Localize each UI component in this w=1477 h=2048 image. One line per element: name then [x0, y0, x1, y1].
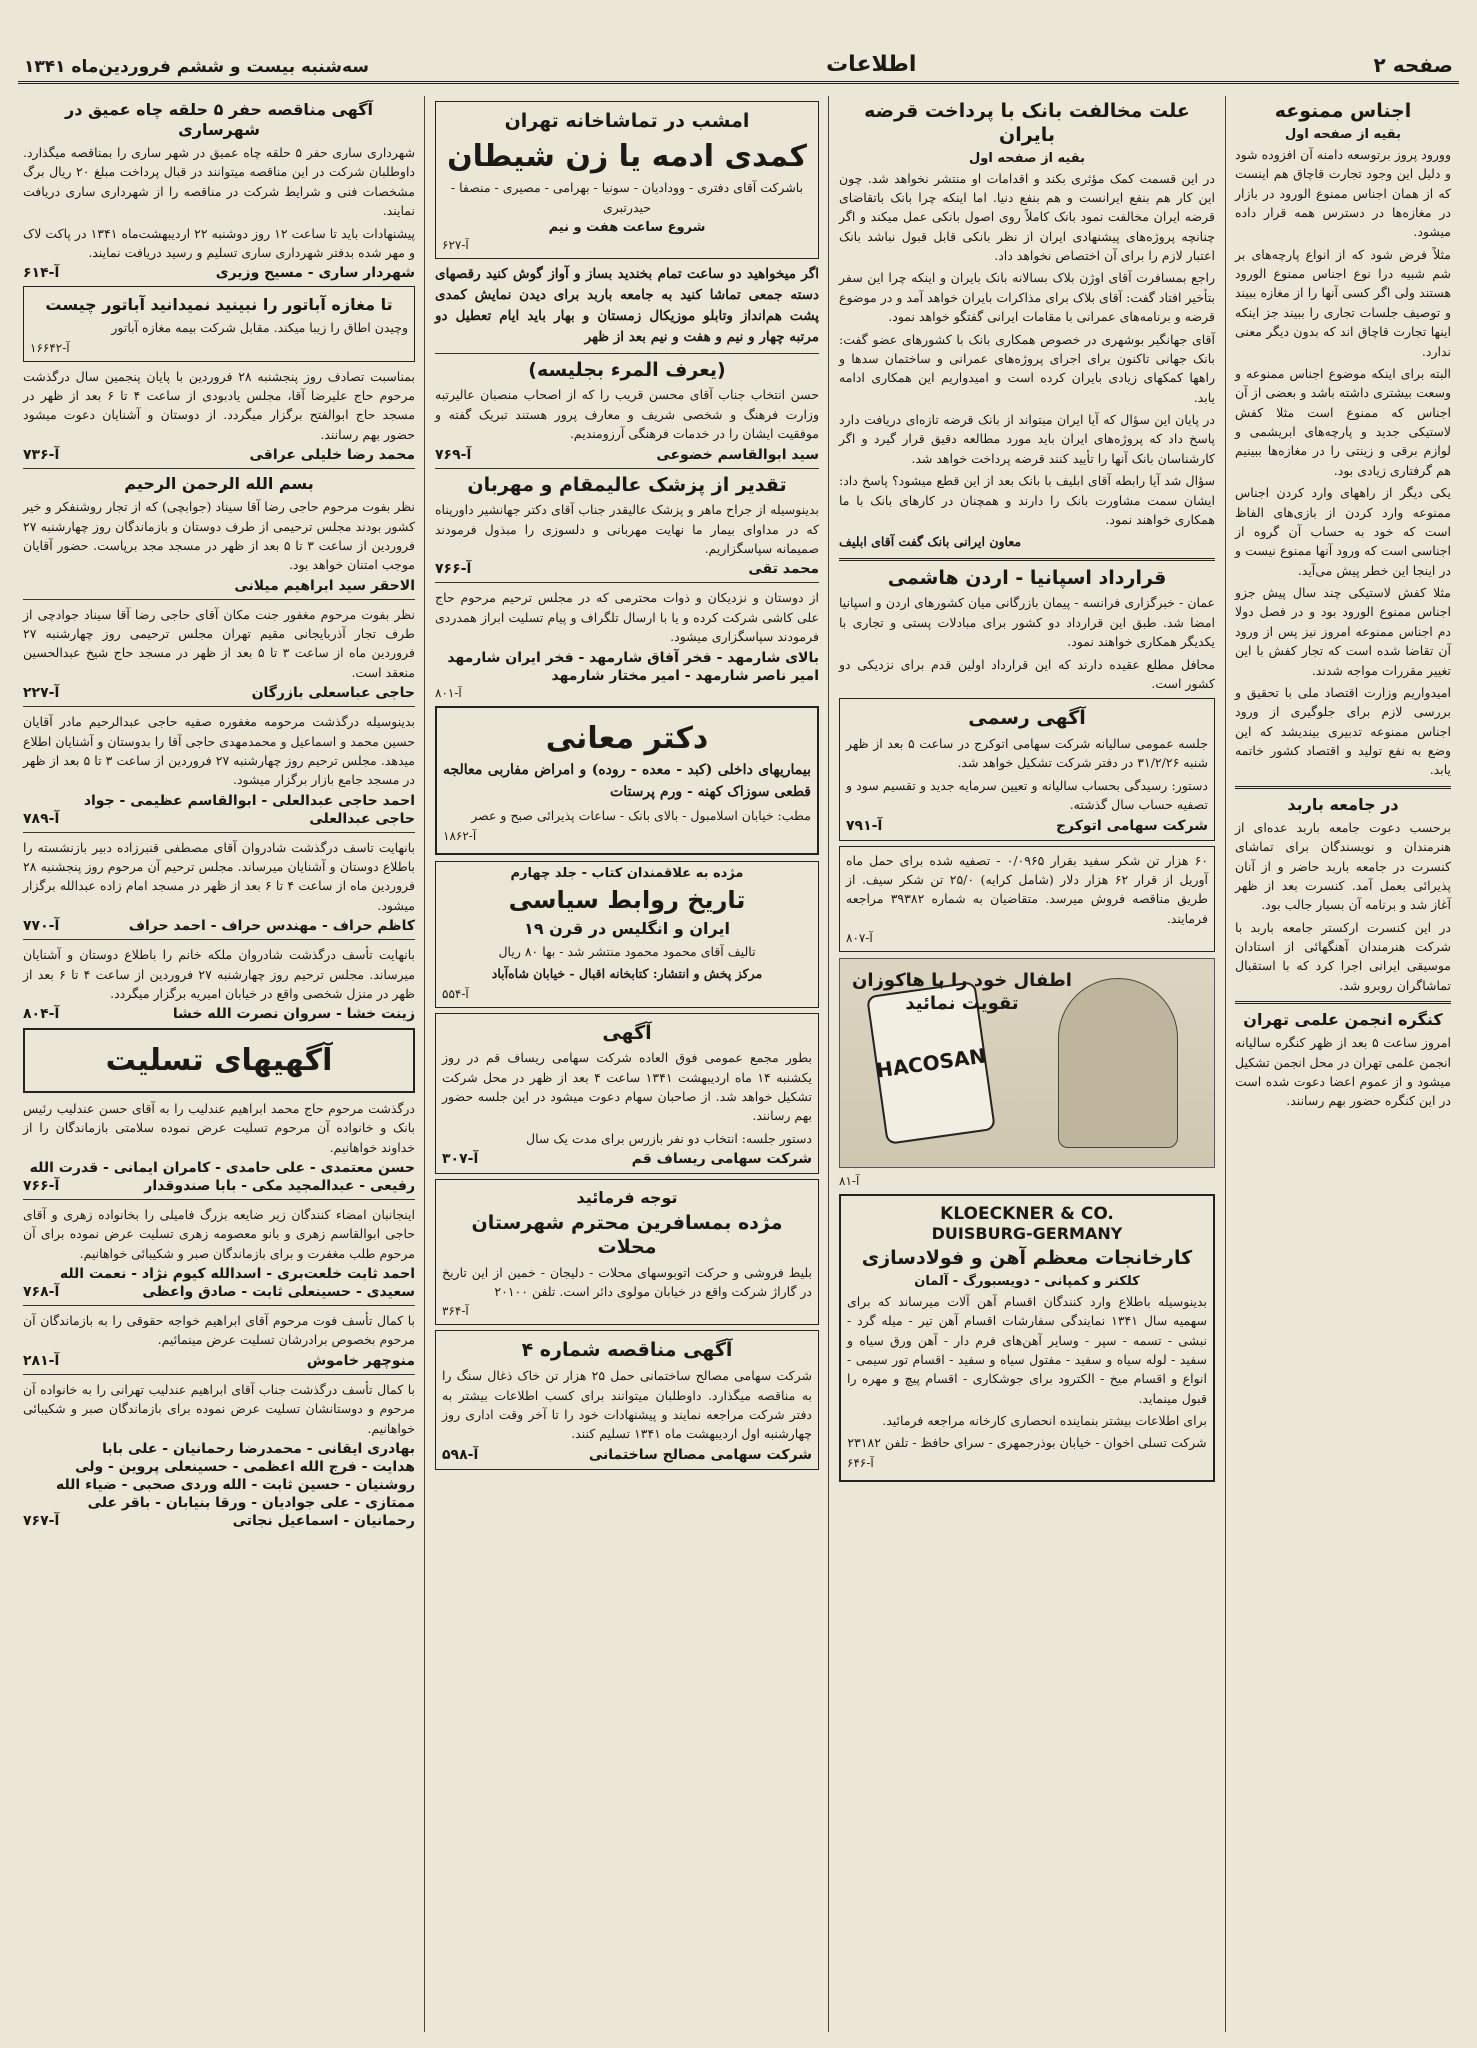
ad-code: آ-۷۶۶ — [435, 561, 472, 578]
ad-code: آ-۳۶۴ — [442, 1304, 469, 1319]
section-title: آگهیهای تسلیت — [105, 1043, 333, 1079]
ad-subtitle: مژده به علاقمندان کتاب - جلد چهارم — [510, 865, 744, 881]
ad-signature-name: سعیدی - حسینعلی ثابت - صادق واعظی — [142, 1284, 415, 1300]
ad-title: آگهی مناقصه شماره ۴ — [521, 1339, 733, 1362]
article-title: اجناس ممنوعه — [1274, 100, 1412, 122]
divider — [435, 353, 819, 354]
official-notice-ad — [839, 698, 1215, 840]
ad-signature — [23, 918, 415, 934]
article-paragraph: امروز ساعت ۵ بعد از ظهر کنگره سالیانه انجمن علمی تهران در محل انجمن تشکیل میشود و از عموم اعضا دعوت شده است در این کنگره حضور بهم رسانند. — [1234, 1035, 1451, 1109]
article-paragraph: یکی دیگر از راههای وارد کردن اجناس ممنوعه وارد کردن از بازی‌های الفاظ است که خود به حساب آن گروه از اجناسی است که ورود آنها ممنوع نیست و در اینجا این خطر پیش می‌آید. — [1235, 485, 1451, 578]
ad-signature: بالای شارمهد - فخر آفاق شارمهد - فخر ایران شارمهد — [447, 649, 819, 666]
condolence-notice: با کمال تأسف فوت مرحوم آقای ابراهیم خواجه حقوقی را به بازماندگان آن مرحوم بخصوص برادرشان تسلیت عرض مینمائیم. — [23, 1313, 415, 1348]
memorial-notice: نظر بفوت مرحوم مغفور جنت مکان آقای حاجی رضا آقا سیناد جوادچی از طرف تجار آذربایجانی مقیم تهران مجلس ترحیمی روز چهارشنبه ۲۷ فروردین ماه از ساعت ۳ تا ۵ بعد از ظهر در مسجد حاج شیخ عبدالحسین منعقد است. — [23, 606, 415, 680]
article-paragraph: آقای جهانگیر بوشهری در خصوص همکاری بانک با کشورهای عضو گفت: بانک جهانی تاکنون برای اجرای پروژه‌های عمرانی و ساختمان سدها و راهها کمکهای زیادی بایران کرده است و امیدواریم این همکاری ادامه یابد. — [839, 331, 1215, 405]
article-paragraph: بدینوسیله از جراح ماهر و پزشک عالیقدر جناب آقای دکتر جهانشیر داورپناه که در مداوای بیمار ما نهایت مهربانی و دلسوزی را مبذول فرمودند صمیمانه سپاسگزاریم. — [435, 502, 819, 557]
ad-code: آ-۱۶۶۴۲ — [30, 340, 70, 355]
divider — [23, 939, 415, 940]
condolence-notice: اینجانبان امضاء کنندگان زیر ضایعه بزرگ فامیلی را بخانواده زهری و آقای حاجی ابوالقاسم زهری و بانو معصومه زهری تسلیت عرض نموده برای آن مرحوم طلب مغفرت و برای بازماندگان صبر و شکیبائی خواهانیم. — [23, 1206, 415, 1261]
hacosan-caption: اطفال خود را با هاکوزان تقویت نمائید — [852, 970, 1072, 1015]
ad-code: آ-۷۷۰ — [23, 918, 60, 935]
ad-code: آ-۵۹۸ — [442, 1446, 479, 1463]
ad-text: مطب: خیابان اسلامبول - بالای بانک - ساعات پذیرائی صبح و عصر — [471, 808, 811, 824]
ad-signature-name: رحمانیان - اسماعیل نجاتی — [232, 1512, 415, 1529]
ad-code: آ-۶۱۴ — [23, 265, 60, 282]
article-paragraph: امیدواریم وزارت اقتصاد ملی با تحقیق و بررسی لازم برای جلوگیری از ورود اجناس ممنوعه تدبیری بیندیشد که این وضع به نفع تولید و اقتصاد کشور خاتمه یابد. — [1235, 684, 1451, 778]
newspaper-header — [18, 50, 1459, 84]
ad-signature — [23, 1353, 415, 1369]
ad-signature: احمد حاجی عبدالعلی - ابوالقاسم عظیمی - جواد — [83, 792, 415, 809]
article-paragraph: عمان - خبرگزاری فرانسه - پیمان بازرگانی میان کشورهای اردن و اسپانیا امضا شد. طبق این قرارداد دو کشور برای مبادلات پستی و تجاری با یکدیگر همکاری خواهند نمود. — [839, 595, 1215, 650]
ad-signature — [846, 818, 1208, 834]
ad-code: آ-۶۴۶ — [847, 1455, 874, 1470]
tender-ad — [435, 1330, 819, 1469]
ad-text: شرکت سهامی مصالح ساختمانی حمل ۲۵ هزار تن خاک ذغال سنگ را به مناقصه میگذارد. داوطلبان میتوانند برای کسب اطلاعات بیشتر به دفتر شرکت مراجعه نمایند و پیشنهادات خود را تا آخر وقت اداری روز چهارشنبه اول اردیبهشت ماه ۱۳۴۱ تسلیم کنند. — [442, 1368, 812, 1442]
article-paragraph: در پایان این سؤال که آیا ایران میتواند از بانک قرضه تازه‌ای دریافت دارد پاسخ داد که پروژه‌های ایران باید مورد مطالعه دقیق قرار گیرد و اگر کارشناسان بانک آنها را تأیید کنند قرضه پرداخت خواهد شد. — [839, 412, 1215, 466]
ad-title: امشب در تماشاخانه تهران — [504, 110, 750, 132]
article-paragraph: مثلا کفش لاستیکی چند سال پیش جزو اجناس ممنوع الورود بود و در فصل دولا دم اجناس ممنوعه امروز نیز پس از ورود آن تقاضا شده است که تجار کفش با این تغییر مقررات مواجه شدند. — [1235, 585, 1451, 678]
ad-text: دستور: رسیدگی بحساب سالیانه و تعیین سرمایه جدید و تقسیم سود و تصفیه حساب سال گذشته. — [846, 777, 1208, 813]
divider — [23, 1199, 415, 1200]
ad-signature: امیر ناصر شارمهد - امیر مختار شارمهد — [551, 667, 819, 684]
ad-signature: احمد ثابت خلعت‌بری - اسدالله کیوم نژاد - نعمت الله — [59, 1266, 415, 1282]
ad-text: بیماریهای داخلی (کبد - معده - روده) و امراض مفاربی معالجه قطعی سوزاک کهنه - ورم پرستات — [443, 762, 811, 800]
ad-signature — [23, 447, 415, 463]
condolence-notice: درگذشت مرحوم حاج محمد ابراهیم عندلیب را به آقای حسن عندلیب رئیس بانک و خانواده آن مرحوم تسلیت عرض نموده سلامتی بازماندگان را از خداوند خواهانیم. — [23, 1100, 415, 1155]
article-paragraph: مثلاً فرض شود که از انواع پارچه‌های بر شم شبیه درا نوع اجناس ممنوع الورود هستند ولی اگر کسی آنها را از مغازه ببیند و توصیف جلسات تجاری را ببیند جز اینکه اینها تجارت قاچاق اند که بدون دیگر معنی ندارد. — [1235, 246, 1451, 359]
divider — [839, 558, 1215, 561]
article-title: (یعرف المرء بجلیسه) — [528, 358, 726, 381]
ad-signature-name: شرکت سهامی اتوکرج — [1055, 817, 1208, 834]
ad-text: مرکز پخش و انتشار: کتابخانه اقبال - خیابان شاه‌آباد — [491, 966, 763, 982]
ad-text: شهرداری ساری حفر ۵ حلقه چاه عمیق در شهر ساری را بمناقصه میگذارد. داوطلبان شرکت در این مناقصه میتوانند در قبال پرداخت مبلغ ۲۰ ریال برگ مشخصات فنی و شرایط شرکت در مناقصه را از شهرداری ساری دریافت نمایند. — [23, 145, 416, 219]
sugar-sale-ad — [839, 846, 1215, 953]
ad-cast: باشرکت آقای دفتری - وودادیان - سونیا - بهرامی - مصیری - منصفا - حیدرتبری — [450, 180, 804, 215]
divider — [23, 832, 415, 833]
ad-signature-name: محمد تقی — [748, 561, 819, 578]
ad-signature-name: زینت خشا - سروان نصرت الله خشا — [172, 1006, 415, 1023]
ad-signature — [23, 1284, 415, 1300]
ad-text: بطور مجمع عمومی فوق العاده شرکت سهامی ریساف قم در روز یکشنبه ۱۴ ماه اردیبهشت ۱۳۴۱ ساعت ۴ بعد از ظهر در محل شرکت تشکیل خواهد شد. از صاحبان سهام دعوت میشود در این جلسه حضور بهم رسانند. — [442, 1050, 812, 1124]
ad-text: دستور جلسه: انتخاب دو نفر بازرس برای مدت یک سال — [526, 1130, 812, 1146]
ad-signature-name: شهردار ساری - مسیح وزیری — [215, 265, 415, 282]
article-paragraph: از دوستان و نزدیکان و ذوات محترمی که در مجلس ترحیم مرحوم حاج علی کاشی شرکت کرده و یا با ارسال تلگراف و پیام تسلیت ابراز همدردی فرمودند سپاسگزاری میشود. — [435, 590, 819, 645]
column-2 — [833, 96, 1221, 2032]
show-time: شروع ساعت هفت و نیم — [548, 220, 706, 235]
ad-code: آ-۷۶۹ — [435, 446, 472, 463]
hacosan-can-image: HACOSAN — [866, 981, 996, 1145]
article-paragraph: البته برای اینکه موضوع اجناس ممنوعه و وسعت بیشتری داشته باشد و بعضی از آن اجناس که ممنوع است مثلا کفش لاستیکی جدید و پارچه‌های ابریشمی و لوازم برقی و زینتی را در مغازه‌ها ببینیم هم گرفتاری زیادی بود. — [1235, 365, 1451, 478]
ad-signature — [442, 1151, 812, 1167]
ad-title: توجه فرمائید — [576, 1188, 678, 1208]
theatre-ad — [435, 101, 819, 259]
ad-text: وچیدن اطاق را زیبا میکند. مقابل شرکت بیمه مغازه آباتور — [111, 320, 408, 336]
article-paragraph: در این کنسرت ارکستر جامعه باربد با شرکت هنرمندان آهنگهائی از استادان موسیقی ایرانی اجرا کرد که با استقبال تماشاگران روبرو شد. — [1235, 919, 1451, 993]
divider — [435, 468, 819, 469]
ad-code: آ-۷۸۹ — [23, 810, 60, 827]
ad-code: آ-۷۶۷ — [23, 1512, 60, 1529]
divider — [23, 1305, 415, 1306]
page-number: صفحه ۲ — [1373, 53, 1453, 77]
ad-signature-name: محمد رضا خلیلی عراقی — [249, 447, 415, 464]
ad-signature-name: شرکت سهامی مصالح ساختمانی — [588, 1446, 812, 1463]
doctor-ad — [435, 706, 819, 855]
ad-signature-name: کاظم حراف - مهندس حراف - احمد حراف — [128, 918, 415, 935]
company-city-en: DUISBURG-GERMANY — [931, 1224, 1123, 1243]
ad-signature-name: حاجی عبدالعلی — [309, 810, 415, 827]
ad-code: آ-۷۹۱ — [846, 817, 883, 834]
ad-text: بلیط فروشی و حرکت اتوبوسهای محلات - دلیجان - خمین از این تاریخ در گاراژ شرکت واقع در خیابان مولوی دائر است. تلفن ۲۰۱۰۰ — [442, 1264, 812, 1300]
ad-signature-name: سید ابوالقاسم خضوعی — [656, 446, 819, 463]
ad-signature — [435, 561, 819, 577]
memorial-notice: نظر بفوت مرحوم حاجی رضا آقا سیناد (جوابچی) که از تجار روشنفکر و خیر کشور بودند مجلس ترحیمی از طرف دوستان و بازماندگان روز چهارشنبه ۲۷ فروردین از ساعت ۳ تا ۵ بعد از ظهر در مسجد مجد برپاست. حضور آقایان موجب امتنان خواهد بود. — [23, 499, 415, 573]
column-4 — [17, 96, 421, 2032]
memorial-notice: بدینوسیله درگذشت مرحومه مغفوره صفیه حاجی عبدالرحیم مادر آقایان حسین محمد و اسماعیل و محمدمهدی حاجی آقا را بدوستان و آشنایان اطلاع میدهد. مجلس ترحیم روز چهارشنبه ۲۷ فروردین از ساعت ۳ تا ۵ بعد از ظهر در مسجد جامع بازار برگزار میشود. — [23, 714, 416, 788]
column-rule — [1225, 96, 1226, 2032]
ad-signature-name: حاجی عباسعلی بازرگان — [251, 685, 415, 702]
ad-code: آ-۳۰۷ — [442, 1151, 479, 1168]
article-title: قرارداد اسپانیا - اردن هاشمی — [887, 566, 1167, 589]
ad-signature: الاحقر سید ابراهیم میلانی — [234, 577, 415, 594]
ad-code: آ-۵۵۴ — [442, 986, 469, 1001]
ad-signature — [23, 685, 415, 701]
abatour-ad — [23, 286, 415, 361]
ad-signature: حسن معتمدی - علی حامدی - کامران ایمانی - قدرت الله — [29, 1159, 415, 1176]
ad-title: آگهی مناقصه حفر ۵ حلقه چاه عمیق در شهرساری — [65, 100, 373, 139]
divider — [23, 468, 415, 469]
divider — [1235, 786, 1451, 789]
condolence-section-banner — [23, 1028, 415, 1093]
ad-address: شرکت تسلی اخوان - خیابان بوذرجمهری - سرای حافظ - تلفن ۲۳۱۸۲ — [847, 1435, 1207, 1451]
condolence-notice: با کمال تأسف درگذشت جناب آقای ابراهیم عندلیب تهرانی را به خانواده آن مرحوم و دوستانشان تسلیت عرض نموده برای بازماندگان صبر و شکیبائی خواهانیم. — [23, 1381, 415, 1436]
ad-title: آگهی رسمی — [968, 707, 1086, 730]
article-title: علت مخالفت بانک با پرداخت قرضه بایران — [864, 100, 1190, 146]
ad-code: آ-۲۲۷ — [23, 685, 60, 702]
continued-note: بقیه از صفحه اول — [969, 150, 1085, 166]
article-paragraph: در این قسمت کمک مؤثری بکند و اقدامات او منتشر نخواهد شد. چون این کار هم بنفع ایرانست و هم بنفع دنیا. اما اینکه چرا بانک باتقاضای قرضه ایران مخالفت نمود بانک کاملاً روی اصول بانکی عمل میکند و اگر چنانچه پروژه‌های پیشنهادی ایران از نظر بانکی قابل قبول نباشد بانک اعتبار لازم را برای آن اختصاص نخواهد داد. — [839, 170, 1215, 263]
article-quote: معاون ایرانی بانک گفت آقای ابلیف — [839, 534, 1022, 550]
ad-code: آ-۶۲۷ — [442, 238, 469, 252]
divider — [435, 582, 819, 583]
divider — [23, 599, 415, 600]
ad-signature — [23, 1006, 415, 1022]
memorial-notice: بمناسبت تصادف روز پنجشنبه ۲۸ فروردین با پایان پنجمین سال درگذشت مرحوم حاج علیرضا آقا، مجلس یادبودی از ساعت ۴ تا ۶ بعد از ظهر در مسجد حاج ابوالفتح برگزار میگردد. از دوستان و آشنایان دعوت میشود حضور بهم رسانند. — [23, 368, 415, 442]
divider — [23, 706, 415, 707]
article-title: کنگره انجمن علمی تهران — [1243, 1010, 1443, 1030]
ad-text: برای اطلاعات بیشتر بنماینده انحصاری کارخانه مراجعه فرمائید. — [882, 1413, 1207, 1428]
continued-note: بقیه از صفحه اول — [1285, 126, 1401, 142]
ad-signature — [23, 811, 415, 827]
ad-text: ۶۰ هزار تن شکر سفید بقرار ۰/۰۹۶۵ - تصفیه شده برای حمل ماه آوریل از قرار ۶۲ هزار دلار (شامل کرایه) ۲۵/۰ تن شکر سیف. از طریق مناقصه فروش میرسد. متقاضیان به شماره ۳۹۳۸۲ مراجعه فرمایند. — [846, 852, 1208, 926]
article-paragraph: محافل مطلع عقیده دارند که این قرارداد اولین قدم برای نزدیکی دو کشور است. — [839, 656, 1215, 691]
article-paragraph: حسن انتخاب جناب آقای محسن قریب را که از اصحاب منصبان عالیرتبه وزارت فرهنگ و شخصی شریف و معارف پرور هستند تبریک گفته و موفقیت ایشان را در خدمات فرهنگی آرزومندیم. — [435, 387, 819, 442]
ad-subtitle: ایران و انگلیس در قرن ۱۹ — [524, 918, 730, 938]
company-name-en: KLOECKNER & CO. — [940, 1204, 1114, 1224]
ad-signature: هدایت - فرج الله اعظمی - حسینعلی پروین - ولی — [75, 1458, 415, 1475]
memorial-notice: بانهایت تاسف درگذشت شادروان آقای مصطفی قنبرزاده دبیر بازنشسته را باطلاع دوستان و آشنایان میرساند. مجلس ترحیم آن مرحوم روز پنجشنبه ۲۸ فروردین ماه از ساعت ۴ تا ۶ بعد از ظهر در مسجد امام زاده عبدالله برگزار میشود. — [23, 839, 416, 913]
ad-signature — [23, 1513, 415, 1529]
book-ad — [435, 861, 819, 1008]
article-title: در جامعه باربد — [1287, 794, 1399, 814]
ad-title: تا مغازه آباتور را نبینید نمیدانید آباتور چیست — [45, 295, 393, 315]
general-notice-ad — [435, 1013, 819, 1175]
play-title: کمدی ادمه یا زن شیطان — [447, 138, 807, 174]
ad-text: بدینوسیله باطلاع وارد کنندگان اقسام آهن آلات میرساند که برای سهمیه سال ۱۳۴۱ نمایندگی سفارشات اقسام آهن تیر - میله گرد - نبشی - تسمه - سپر - وسایر آهن‌های فرم دار - آهن ورق سیاه و سفید - لوله سیاه و سفید - مفتول سیاه و سفید - اقسام تور سیمی - انواع و اقسام میخ - الکترود برای جوشکاری - اقسام پیچ و مهره را قبول مینماید. — [847, 1293, 1207, 1406]
article-title: تقدیر از پزشک عالیمقام و مهربان — [467, 473, 787, 496]
bus-service-ad — [435, 1179, 819, 1325]
ad-subtitle: مژده بمسافرین محترم شهرستان محلات — [471, 1212, 783, 1258]
hacosan-ad-illustration — [839, 958, 1215, 1168]
newspaper-name: اطلاعات — [826, 52, 917, 77]
column-1 — [1229, 96, 1457, 2032]
ad-code: آ-۸۰۷ — [846, 931, 873, 945]
ad-code: آ-۷۶۸ — [23, 1284, 60, 1300]
ad-signature — [435, 447, 819, 463]
ad-title: دکتر معانی — [545, 720, 709, 756]
article-paragraph: وورود پروز برتوسعه دامنه آن افزوده شود و دلیل این وجود تجارت قاچاق هم اینست که از همان اجناس ممنوع الورود در بازار در مغازه‌ها در دسترس همه قرار داده میشود. — [1235, 146, 1451, 240]
ad-title: تاریخ روابط سیاسی — [508, 885, 746, 914]
article-paragraph: سؤال شد آیا رابطه آقای ابلیف با بانک بعد از این قطع میشود؟ پاسخ داد: ایشان سمت مشاورت بانک را دارند و همچنان در کارهای بانک با ما همکاری خواهند نمود. — [839, 473, 1215, 527]
notice-title: بسم الله الرحمن الرحیم — [124, 474, 314, 494]
comedy-ad-text: اگر میخواهید دو ساعت تمام بخندید بساز و آواز گوش کنید رقصهای دسته جمعی تماشا کنید به جامعه باربد برای دیدن نمایش کمدی پشت هم‌انداز وتابلو موزیکال زمستان و بهار باید ایام تعطیل دو مرتبه چهار و نیم و هفت و نیم بعد از ظهر — [435, 266, 819, 345]
issue-date: سه‌شنبه بیست و ششم فروردین‌ماه ۱۳۴۱ — [24, 57, 369, 77]
ad-signature — [442, 1447, 812, 1463]
ad-code: آ-۱۸۶۲ — [443, 828, 477, 843]
ad-signature — [23, 265, 415, 281]
ad-title: آگهی — [602, 1021, 652, 1044]
ad-signature-name: رفیعی - عبدالمجید مکی - بابا صندوقدار — [144, 1177, 415, 1194]
column-rule — [424, 96, 425, 2032]
ad-code: آ-۷۳۶ — [23, 447, 60, 464]
ad-subtitle: کلکنر و کمپانی - دویسبورگ - آلمان — [914, 1273, 1140, 1289]
divider — [23, 1374, 415, 1375]
ad-text: جلسه عمومی سالیانه شرکت سهامی اتوکرج در ساعت ۵ بعد از ظهر شنبه ۳۱/۲/۲۶ در دفتر شرکت تشکیل خواهد شد. — [846, 736, 1209, 771]
ad-signature: بهادری ایقانی - محمدرضا رحمانیان - علی بابا — [102, 1440, 415, 1457]
divider — [1235, 1001, 1451, 1004]
ad-code: آ-۷۶۶ — [23, 1177, 60, 1194]
kloeckner-ad — [839, 1194, 1215, 1482]
ad-code: آ-۸۰۴ — [23, 1006, 60, 1023]
memorial-notice: بانهایت تأسف درگذشت شادروان ملکه خانم را باطلاع دوستان و آشنایان میرساند. مجلس ترحیم روز چهارشنبه ۲۷ فروردین از ساعت ۴ تا ۶ بعد از ظهر در منزل شخصی واقع در خیابان امیریه برگزار میگردد. — [23, 947, 416, 1001]
ad-signature: روشنیان - حسین ثابت - الله وردی صحبی - ضیاء الله — [55, 1476, 415, 1493]
article-paragraph: برحسب دعوت جامعه باربد عده‌ای از هنرمندان و نویسندگان برای تماشای کنسرت در جامعه باربد حاضر و از آنان پذیرائی بعمل آمد. کنسرت بعد از ظهر آغاز شد و برنامه آن بسیار جالب بود. — [1235, 819, 1451, 913]
ad-code: آ-۲۸۱ — [23, 1352, 60, 1369]
ad-code: آ-۸۱ — [839, 1174, 860, 1188]
ad-code: آ-۸۰۱ — [435, 685, 462, 700]
ad-signature — [23, 1178, 415, 1194]
column-3 — [429, 96, 825, 2032]
ad-text: تالیف آقای محمود محمود منتشر شد - بها ۸۰ ریال — [498, 943, 756, 959]
ad-signature: ممتازی - علی جوادیان - ورقا بنیابان - باقر علی — [87, 1494, 415, 1511]
article-paragraph: راجع بمسافرت آقای اوژن بلاک بسالانه بانک بایران و اینکه چرا این سفر بتأخیر افتاد گفت: آقای بلاک برای مذاکرات بایران خواهد آمد و در موضوع قرضه و برنامه‌های عمرانی با مقامات ایرانی گفتگو خواهد نمود. — [839, 270, 1215, 325]
column-rule — [828, 96, 829, 2032]
ad-text: پیشنهادات باید تا ساعت ۱۲ روز دوشنبه ۲۲ اردیبهشت‌ماه ۱۳۴۱ در پاکت لاک و مهر شده بدفتر شهرداری ساری تسلیم و رسید دریافت نمایند. — [23, 225, 416, 260]
ad-title: کارخانجات معظم آهن و فولادسازی — [861, 1247, 1193, 1269]
ad-signature-name: منوچهر خاموش — [306, 1352, 415, 1369]
ad-signature-name: شرکت سهامی ریساف قم — [631, 1151, 812, 1168]
